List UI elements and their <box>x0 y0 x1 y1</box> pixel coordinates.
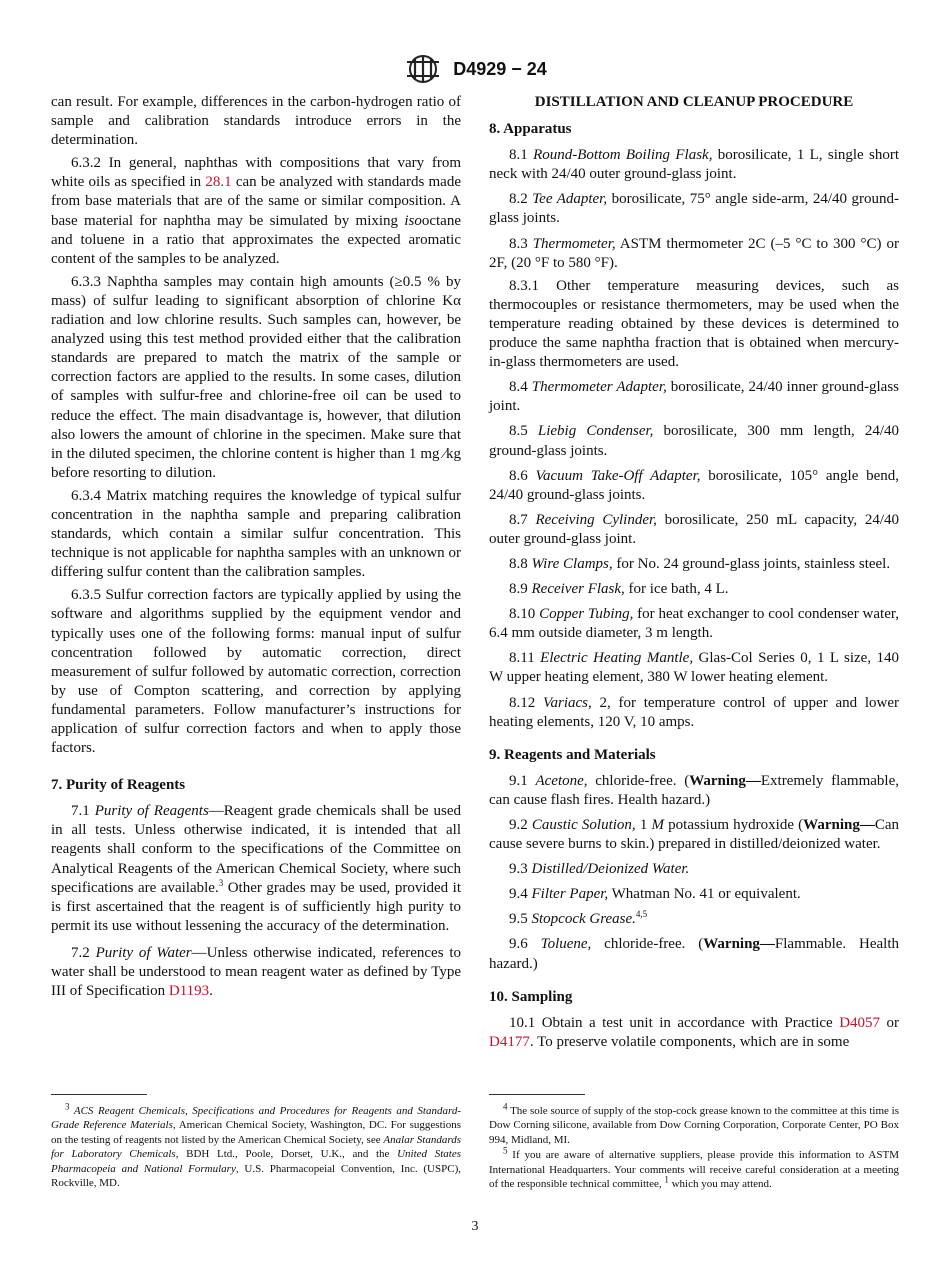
footnotes-right <box>489 1101 899 1192</box>
standard-code: D4929 − 24 <box>453 58 547 79</box>
spec-link[interactable]: D1193 <box>168 983 210 1000</box>
item-8-9: 8.9 Receiver Flask, for ice bath, 4 L. <box>509 581 729 598</box>
item-9-4: 9.4 Filter Paper, Whatman No. 41 or equivalent. <box>509 886 801 903</box>
page-header <box>0 52 950 86</box>
paragraph-7-2: 7.2 Purity of Water—Unless otherwise indicated, references to water shall be understood to mean reagent water as defined by Type III of Specification D1193. <box>51 944 462 1000</box>
item-8-10: 8.10 Copper Tubing, for heat exchanger to cool condenser water, 6.4 mm outside diameter, 3 m length. <box>489 606 899 642</box>
footnote-divider <box>489 1094 585 1095</box>
footnote-divider <box>51 1094 147 1095</box>
item-8-1: 8.1 Round-Bottom Boiling Flask, borosilicate, 1 L, single short neck with 24/40 outer ground-glass joint. <box>489 147 900 183</box>
astm-logo-icon <box>403 52 443 86</box>
section-title: DISTILLATION AND CLEANUP PROCEDURE <box>534 94 854 110</box>
section-heading-8: 8. Apparatus <box>489 121 572 138</box>
page-number: 3 <box>471 1219 479 1234</box>
item-8-3-1: 8.3.1 Other temperature measuring devices, such as thermocouples or resistance thermometers, may be used when the temperature reading obtained by these devices is determined to produce the same naphtha fraction that is obtained when mercury-in-glass thermometers are used. <box>489 277 899 371</box>
section-heading-9: 9. Reagents and Materials <box>489 746 656 763</box>
practice-link-d4177[interactable]: D4177 <box>489 1033 530 1050</box>
item-10-1: 10.1 Obtain a test unit in accordance with Practice D4057 or D4177. To preserve volatile components, which are in some <box>489 1014 899 1050</box>
item-8-3: 8.3 Thermometer, ASTM thermometer 2C (–5 °C to 300 °C) or 2F, (20 °F to 580 °F). <box>489 235 899 271</box>
footnote-4: $^4$ The sole source of supply of the stop-cock grease known to the committee at this time is Dow Corning silicone, available from Dow Corning Corporation, Corporate Center, PO Box 994, Midland, MI. <box>489 1101 899 1146</box>
paragraph-7-1: 7.1 Purity of Reagents—Reagent grade chemicals shall be used in all tests. Unless otherwise indicated, it is intended that all reagents shall conform to the specifications of the Committee on Analytical Reagents of the American Chemical Society, where such specifications are available.$^3$ Other grades may be used, provided it is first ascertained that the reagent is of sufficiently high purity to permit its use without lessening the accuracy of the determination. <box>51 803 461 934</box>
item-9-6: 9.6 Toluene, chloride-free. (Warning—Flammable. Health hazard.) <box>489 936 899 972</box>
left-column <box>51 93 461 1005</box>
item-8-8: 8.8 Wire Clamps, for No. 24 ground-glass joints, stainless steel. <box>509 555 891 572</box>
footnote-3: $^3$ ACS Reagent Chemicals, Specifications and Procedures for Reagents and Standard-Grade Reference Materials, American Chemical Society, Washington, DC. For suggestions on the testing of reagents not listed by the American Chemical Society, see Analar Standards for Laboratory Chemicals, BDH Ltd., Poole, Dorset, U.K., and the United States Pharmacopeia and National Formulary, U.S. Pharmacopeial Convention, Inc. (USPC), Rockville, MD. <box>51 1101 461 1190</box>
item-8-12: 8.12 Variacs, 2, for temperature control of upper and lower heating elements, 120 V, 10 amps. <box>489 694 900 730</box>
item-9-1: 9.1 Acetone, chloride-free. (Warning—Extremely flammable, can cause flash fires. Health hazard.) <box>489 772 899 808</box>
section-heading-7: 7. Purity of Reagents <box>51 777 186 794</box>
item-8-7: 8.7 Receiving Cylinder, borosilicate, 250 mL capacity, 24/40 outer ground-glass joint. <box>489 511 899 547</box>
item-8-6: 8.6 Vacuum Take-Off Adapter, borosilicate, 105° angle bend, 24/40 ground-glass joints. <box>489 467 900 503</box>
paragraph-6-3-3: 6.3.3 Naphtha samples may contain high amounts (≥0.5 % by mass) of sulfur leading to significant absorption of chlorine Kα radiation and low chlorine results. Such samples can, however, be analyzed using this test method provided either that the calibration standards are prepared to match the matrix of the sample or correction factors are applied to the results. In some cases, dilution of samples with sulfur-free and chlorine-free oil can be used to reduce the effect. The main disadvantage is, however, that dilution also lowers the amount of chlorine in the specimen. Make sure that in the diluted specimen, the chlorine content is higher than 1 mg ⁄kg before resorting to dilution. <box>51 273 461 481</box>
practice-link-d4057[interactable]: D4057 <box>839 1014 881 1031</box>
item-9-3: 9.3 Distilled/Deionized Water. <box>509 861 690 878</box>
paragraph-6-3-4: 6.3.4 Matrix matching requires the knowledge of typical sulfur concentration in the naphtha sample and preparing calibration standards, which contain a similar sulfur concentration. This technique is not applicable for naphtha samples with an unknown or differing sulfur content than the calibration samples. <box>51 487 461 581</box>
item-9-2: 9.2 Caustic Solution, 1 M potassium hydroxide (Warning—Can cause severe burns to skin.) prepared in distilled/deionized water. <box>489 817 900 853</box>
footnote-5: $^5$ If you are aware of alternative suppliers, please provide this information to ASTM International Headquarters. Your comments will receive careful consideration at a meeting of the responsible technical committee, $^1$ which you may attend. <box>489 1145 899 1191</box>
section-heading-10: 10. Sampling <box>489 988 573 1005</box>
paragraph-6-3-2: 6.3.2 In general, naphthas with compositions that vary from white oils as specified in 28.1 can be analyzed with standards made from base materials that are of the same or similar composition. A base material for naphtha may be simulated by mixing isooctane and toluene in a ratio that approximates the expected aromatic content of the samples to be analyzed. <box>51 155 461 267</box>
item-8-4: 8.4 Thermometer Adapter, borosilicate, 24/40 inner ground-glass joint. <box>489 379 899 415</box>
item-8-5: 8.5 Liebig Condenser, borosilicate, 300 mm length, 24/40 ground-glass joints. <box>489 423 899 459</box>
right-column <box>489 93 899 1056</box>
paragraph: can result. For example, differences in the carbon-hydrogen ratio of sample and calibration standards introduce errors in the determination. <box>51 94 461 149</box>
item-9-5: 9.5 Stopcock Grease.$^{4,5}$ <box>509 909 648 928</box>
item-8-11: 8.11 Electric Heating Mantle, Glas-Col Series 0, 1 L size, 140 W upper heating element, 380 W lower heating element. <box>489 650 900 686</box>
item-8-2: 8.2 Tee Adapter, borosilicate, 75° angle side-arm, 24/40 ground-glass joints. <box>489 191 899 227</box>
paragraph-6-3-5: 6.3.5 Sulfur correction factors are typically applied by using the software and algorithms supplied by the equipment vendor and typically uses one of the following forms: manual input of sulfur concentration followed by automatic correction, direct measurement of sulfur followed by automatic correction, correction by use of Compton scattering, and correction by applying fundamental parameters. Follow manufacturer’s instructions for application of sulfur correction factors and when to apply those factors. <box>51 587 461 757</box>
section-link[interactable]: 28.1 <box>205 174 232 191</box>
